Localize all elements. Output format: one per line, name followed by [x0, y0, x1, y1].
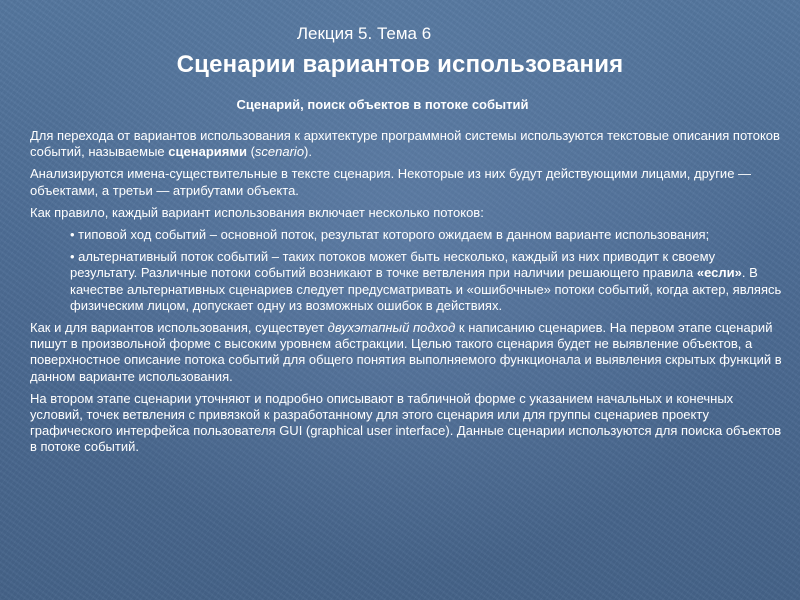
slide-subtitle: Сценарий, поиск объектов в потоке событий — [236, 97, 529, 112]
term-two-stage-approach: двухэтапный подход — [327, 320, 456, 336]
paragraph-text: ). — [304, 144, 312, 160]
paragraph-scenario-definition — [30, 128, 782, 160]
paragraph-text: к написанию сценариев. На первом этапе сценарий пишут в произвольной форме с высоким уровнем абстракции. Целью такого сценария будет не выявление объектов, а поверхностное описание потока событий для общего понятия выполняемого функционала и выявления скрытых функций в данном варианте использования. — [30, 320, 782, 384]
term-scenarios: сценариями — [168, 144, 247, 160]
paragraph-text: Для перехода от вариантов использования к архитектуре программной системы используются текстовые описания потоков событий, называемые — [30, 128, 780, 160]
bullet-main-flow: • типовой ход событий – основной поток, результат которого ожидаем в данном варианте использования; — [70, 227, 710, 243]
bullet-alternative-flow — [70, 249, 782, 314]
term-scenario-en: scenario — [254, 144, 305, 160]
paragraph-text: ( — [246, 144, 255, 160]
paragraph-noun-analysis: Анализируются имена-существительные в тексте сценария. Некоторые из них будут действующими лицами, другие — объектами, а третьи — атрибутами объекта. — [30, 166, 752, 198]
paragraph-second-stage: На втором этапе сценарии уточняют и подробно описывают в табличной форме с указанием начальных и конечных условий, точек ветвления с привязкой к разработанному для этого сценария или для группы сценариев проекту графического интерфейса пользователя GUI (graphical user interface). Данные сценарии используются для поиска объектов в потоке событий. — [30, 390, 782, 455]
slide-title: Сценарии вариантов использования — [176, 51, 624, 78]
lecture-number: Лекция 5. Тема 6 — [296, 24, 432, 43]
paragraph-flows-intro: Как правило, каждый вариант использования включает несколько потоков: — [30, 204, 484, 220]
paragraph-two-stage — [30, 320, 782, 385]
slide-body — [30, 128, 782, 462]
bullet-text: • альтернативный поток событий – таких потоков может быть несколько, каждый из них приводит к своему результату. Различные потоки событий возникают в точке ветвления при наличии решающего правила — [70, 249, 716, 281]
bullet-text: . В качестве альтернативных сценариев следует предусматривать и «ошибочные» потоки событий, когда актер, являясь физическим лицом, допускает одну из возможных ошибок в действиях. — [70, 265, 782, 313]
term-if: «если» — [696, 265, 742, 281]
paragraph-text: Как и для вариантов использования, существует — [30, 320, 328, 336]
